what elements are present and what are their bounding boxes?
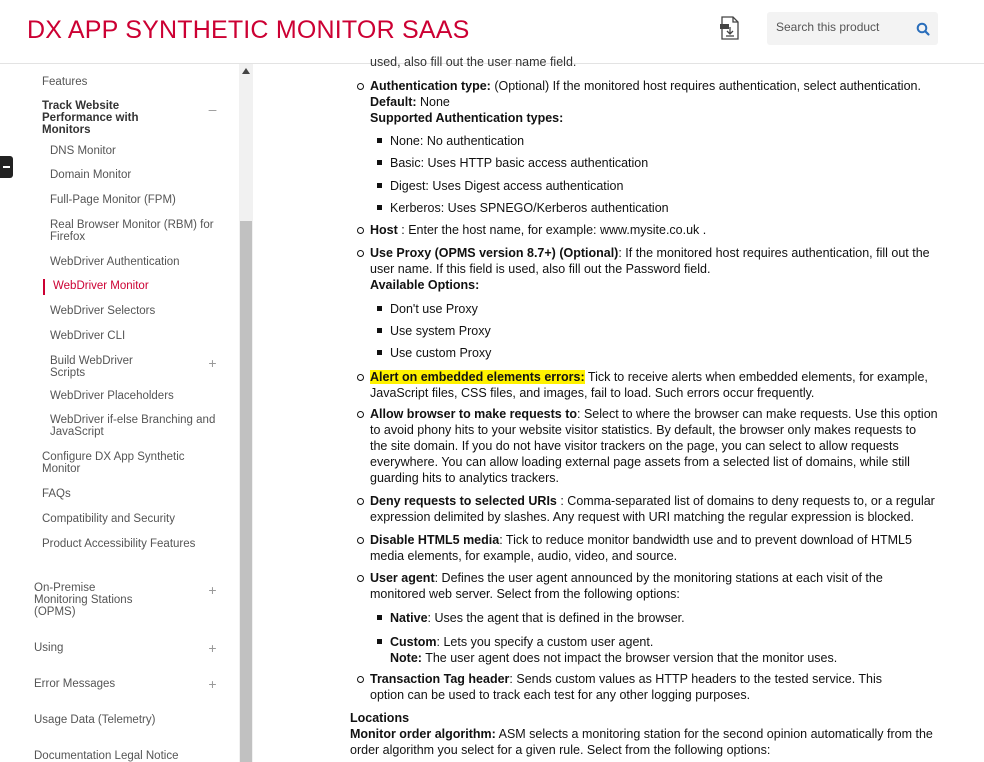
expand-plus-icon[interactable]: +: [208, 582, 217, 598]
sidebar-item-legal-notice[interactable]: Documentation Legal Notice: [34, 750, 179, 762]
expand-plus-icon[interactable]: +: [208, 676, 217, 692]
expand-plus-icon[interactable]: +: [208, 355, 217, 371]
supported-auth-label: [370, 110, 942, 126]
main-content: [254, 55, 984, 762]
ua-text-2: monitored web server. Select from the following options:: [370, 587, 680, 601]
bullet: [357, 575, 364, 582]
host-label: Host: [370, 223, 398, 237]
algo-text: ASM selects a monitoring station for the second opinion automatically from the: [495, 727, 933, 741]
algo-label: Monitor order algorithm:: [350, 727, 496, 741]
allow-item: [370, 406, 942, 422]
sidebar-item-rbm[interactable]: Real Browser Monitor (RBM) for Firefox: [50, 219, 214, 243]
auth-option: Digest: Uses Digest access authentication: [390, 179, 624, 193]
sidebar-nav: [0, 64, 253, 762]
algo-text-2: order algorithm you select for a given rule. Select from the following options:: [350, 743, 771, 757]
host-text: : Enter the host name, for example: www.mysite.co.uk .: [397, 223, 707, 237]
html5-item: [370, 532, 942, 548]
bullet: [357, 374, 364, 381]
html5-text: : Tick to reduce monitor bandwidth use and to prevent download of HTML5: [499, 533, 912, 547]
sidebar-item-usage-data[interactable]: Usage Data (Telemetry): [34, 714, 156, 726]
native-text: : Uses the agent that is defined in the browser.: [427, 611, 685, 625]
auth-option: None: No authentication: [390, 134, 525, 148]
bullet: [357, 411, 364, 418]
algo-item: [350, 726, 950, 742]
bullet: [357, 227, 364, 234]
sidebar-item-error-messages[interactable]: Error Messages: [34, 678, 116, 690]
allow-text: : Select to where the browser can make requests. Use this option: [577, 407, 938, 421]
bullet: [357, 83, 364, 90]
alert-text: Tick to receive alerts when embedded elements, for example,: [584, 370, 928, 384]
bullet: [377, 328, 382, 333]
note-text: The user agent does not impact the browser version that the monitor uses.: [421, 651, 838, 665]
proxy-option: Use custom Proxy: [390, 346, 492, 360]
native-option: [390, 610, 950, 626]
bullet: [357, 676, 364, 683]
active-indicator: [43, 279, 45, 295]
bullet: [357, 250, 364, 257]
custom-label: Custom: [390, 635, 437, 649]
tag-label: Transaction Tag header: [370, 672, 510, 686]
auth-option: Basic: Uses HTTP basic access authentication: [390, 156, 649, 170]
alert-label-highlighted: Alert on embedded elements errors:: [370, 370, 585, 384]
deny-item: [370, 493, 942, 509]
sidebar-scrollbar[interactable]: [239, 64, 253, 762]
bullet: [377, 160, 382, 165]
auth-option: Kerberos: Uses SPNEGO/Kerberos authentication: [390, 201, 669, 215]
default-value: None: [416, 95, 450, 109]
sidebar-item-track-website[interactable]: Track Website Performance with Monitors: [42, 100, 139, 136]
sidebar-item-webdriver-auth[interactable]: WebDriver Authentication: [50, 256, 180, 268]
ua-text: : Defines the user agent announced by the monitoring stations at each visit of the: [434, 571, 883, 585]
proxy-option: Don't use Proxy: [390, 302, 478, 316]
sidebar-item-domain-monitor[interactable]: Domain Monitor: [50, 169, 132, 181]
sidebar-item-webdriver-selectors[interactable]: WebDriver Selectors: [50, 305, 156, 317]
html5-label: Disable HTML5 media: [370, 533, 500, 547]
supported-auth-label-text: Supported Authentication types:: [370, 111, 564, 125]
bullet: [377, 205, 382, 210]
bullet: [377, 138, 382, 143]
proxy-item: [370, 245, 942, 261]
pdf-download-icon[interactable]: [719, 16, 741, 40]
alert-text-2: JavaScript files, CSS files, and images, fail to load. Such errors occur frequently.: [370, 386, 815, 400]
auth-type-text: (Optional) If the monitored host requires authentication, select authentication.: [490, 79, 921, 93]
locations-label: Locations: [350, 711, 410, 725]
scroll-up-arrow-icon[interactable]: [242, 68, 250, 74]
available-options-label: Available Options:: [370, 278, 480, 292]
sidebar-item-faqs[interactable]: FAQs: [42, 488, 71, 500]
proxy-text-2: user name. If this field is used, also fill out the Password field.: [370, 262, 711, 276]
note-line: [390, 650, 950, 666]
locations-heading: [350, 710, 409, 726]
product-title[interactable]: DX APP SYNTHETIC MONITOR SAAS: [27, 16, 470, 44]
tag-item: [370, 671, 942, 687]
allow-text-2: to avoid phony hits to your website visitor statistics. By default, the browser only makes requests to: [370, 423, 917, 437]
bullet: [377, 183, 382, 188]
proxy-label: Use Proxy (OPMS version 8.7+) (Optional): [370, 246, 619, 260]
sidebar-collapse-toggle[interactable]: [0, 156, 13, 178]
custom-option: [390, 634, 950, 650]
host-item: [370, 222, 942, 238]
sidebar-item-build-scripts[interactable]: Build WebDriver Scripts: [50, 355, 133, 379]
sidebar-item-if-else[interactable]: WebDriver if-else Branching and JavaScript: [50, 414, 216, 438]
alert-item: [370, 369, 942, 385]
allow-text-5: guarding hits to analytics trackers.: [370, 471, 559, 485]
auth-type-label: Authentication type:: [370, 79, 491, 93]
ua-item: [370, 570, 942, 586]
deny-label: Deny requests to selected URIs: [370, 494, 557, 508]
available-options: [370, 277, 942, 293]
bullet: [357, 537, 364, 544]
search-icon[interactable]: [916, 22, 930, 36]
auth-type-item: [370, 78, 942, 94]
sidebar-item-placeholders[interactable]: WebDriver Placeholders: [50, 390, 174, 402]
bullet: [377, 350, 382, 355]
sidebar-item-fpm[interactable]: Full-Page Monitor (FPM): [50, 194, 176, 206]
bullet: [357, 498, 364, 505]
custom-text: : Lets you specify a custom user agent.: [436, 635, 654, 649]
sidebar-item-features[interactable]: Features: [42, 76, 88, 88]
proxy-text: : If the monitored host requires authentication, fill out the: [618, 246, 930, 260]
collapse-minus-icon[interactable]: –: [208, 101, 217, 117]
bullet: [377, 615, 382, 620]
sidebar-item-compatibility[interactable]: Compatibility and Security: [42, 513, 175, 525]
sidebar-item-using[interactable]: Using: [34, 642, 64, 654]
tag-text: : Sends custom values as HTTP headers to the tested service. This: [509, 672, 883, 686]
proxy-option: Use system Proxy: [390, 324, 491, 338]
bullet: [377, 306, 382, 311]
default-label: Default:: [370, 95, 417, 109]
sidebar-item-webdriver-monitor[interactable]: WebDriver Monitor: [53, 280, 149, 292]
native-label: Native: [390, 611, 428, 625]
sidebar-item-webdriver-cli[interactable]: WebDriver CLI: [50, 330, 126, 342]
deny-text: : Comma-separated list of domains to deny requests to, or a regular: [556, 494, 935, 508]
search-input[interactable]: [776, 20, 906, 34]
ua-label: User agent: [370, 571, 435, 585]
sidebar-item-opms[interactable]: On-Premise Monitoring Stations (OPMS): [34, 582, 133, 618]
tag-text-2: option can be used to track each test for any other logging purposes.: [370, 688, 751, 702]
search-box[interactable]: [767, 12, 938, 45]
allow-text-3: the site domain. If you do not have visitor trackers on the page, you can select to allow requests: [370, 439, 899, 453]
sidebar-item-accessibility[interactable]: Product Accessibility Features: [42, 538, 196, 550]
deny-text-2: expression delimited by slashes. Any request with URI matching the regular expression is blocked.: [370, 510, 915, 524]
sidebar-item-dns-monitor[interactable]: DNS Monitor: [50, 145, 116, 157]
default-line: [370, 94, 942, 110]
sidebar-item-configure[interactable]: Configure DX App Synthetic Monitor: [42, 451, 185, 475]
html5-text-2: media elements, for example, audio, video, and source.: [370, 549, 678, 563]
allow-text-4: everywhere. You can allow loading external page assets from a selected list of domains, while still: [370, 455, 910, 469]
scrollbar-thumb[interactable]: [240, 221, 252, 762]
allow-label: Allow browser to make requests to: [370, 407, 577, 421]
bullet: [377, 639, 382, 644]
cut-off-text: used, also fill out the user name field.: [370, 55, 577, 69]
expand-plus-icon[interactable]: +: [208, 640, 217, 656]
note-label: Note:: [390, 651, 422, 665]
